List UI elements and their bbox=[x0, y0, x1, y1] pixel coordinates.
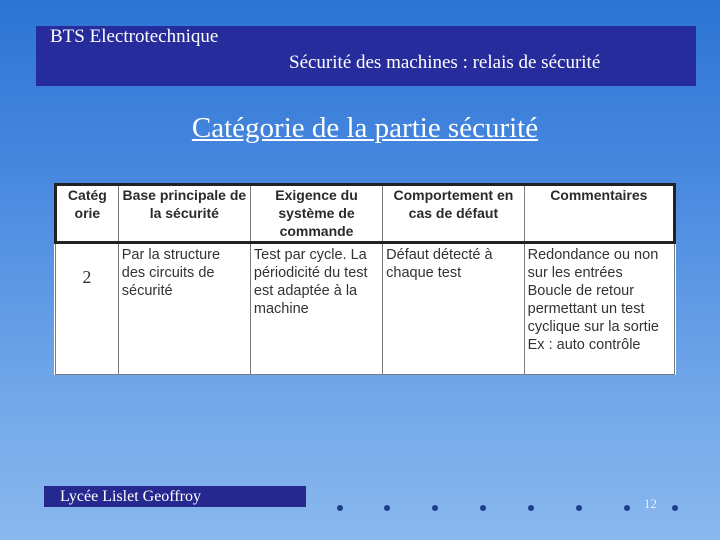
course-title: BTS Electrotechnique bbox=[50, 26, 219, 47]
decorative-dot bbox=[528, 505, 534, 511]
header-category: Catég orie bbox=[56, 185, 119, 243]
page-number: 12 bbox=[644, 496, 657, 511]
header-bar bbox=[36, 26, 696, 86]
decorative-dot bbox=[576, 505, 582, 511]
decorative-dot bbox=[384, 505, 390, 511]
category-table bbox=[54, 183, 676, 375]
table-row bbox=[56, 243, 675, 375]
decorative-dot bbox=[672, 505, 678, 511]
table-header-row bbox=[56, 185, 675, 243]
header-requirement: Exigence du système de commande bbox=[250, 185, 382, 243]
cell-behavior: Défaut détecté à chaque test bbox=[383, 243, 524, 375]
cell-category: 2 bbox=[56, 243, 119, 375]
cell-requirement: Test par cycle. La périodicité du test est adaptée à la machine bbox=[250, 243, 382, 375]
slide-subject: Sécurité des machines : relais de sécurité bbox=[289, 52, 601, 73]
decorative-dot bbox=[337, 505, 343, 511]
footer-bar bbox=[44, 486, 306, 507]
slide-title: Catégorie de la partie sécurité bbox=[191, 112, 539, 144]
decorative-dot bbox=[624, 505, 630, 511]
school-name: Lycée Lislet Geoffroy bbox=[60, 488, 201, 505]
header-comments: Commentaires bbox=[524, 185, 674, 243]
cell-comments: Redondance ou non sur les entrées Boucle de retour permettant un test cyclique sur la sortie Ex : auto contrôle bbox=[524, 243, 674, 375]
decorative-dot bbox=[432, 505, 438, 511]
header-base: Base principale de la sécurité bbox=[118, 185, 250, 243]
decorative-dot bbox=[480, 505, 486, 511]
header-behavior: Comportement en cas de défaut bbox=[383, 185, 524, 243]
cell-base: Par la structure des circuits de sécurité bbox=[118, 243, 250, 375]
